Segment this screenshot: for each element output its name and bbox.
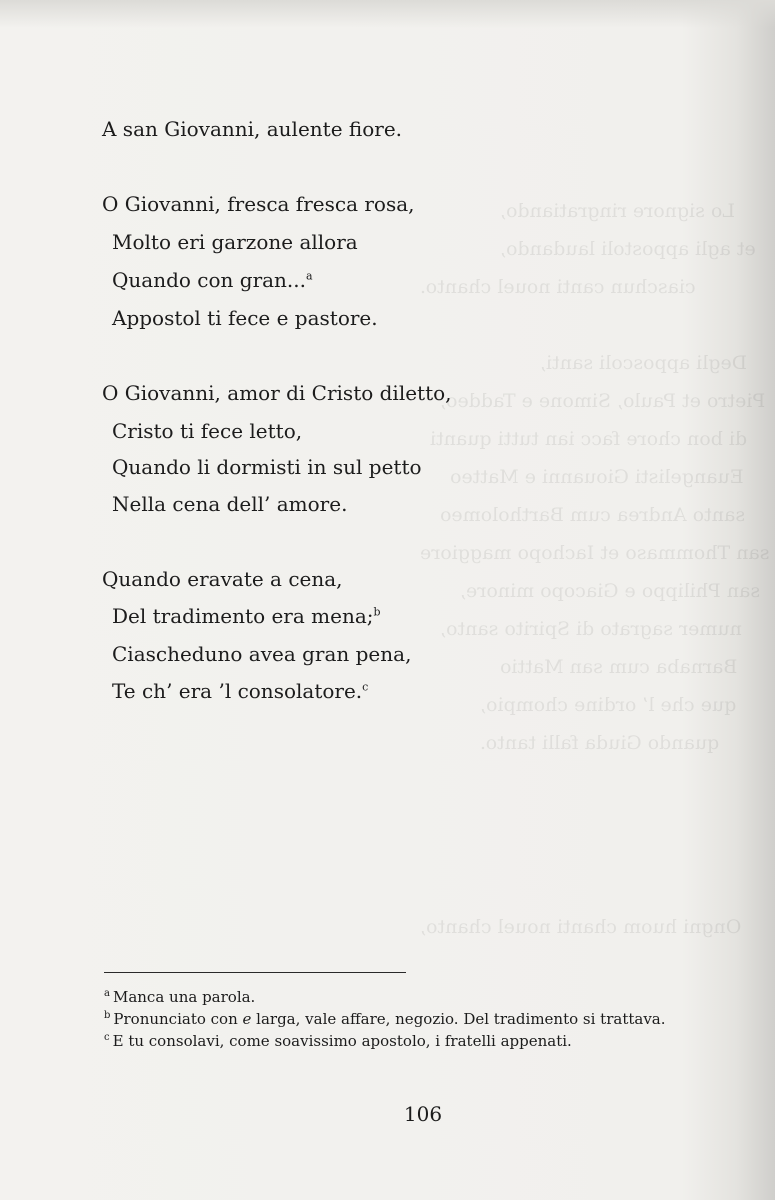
footnote-mark: b xyxy=(104,1010,111,1021)
show-through-text: ciaschun canti nouel chanto. xyxy=(420,276,696,298)
footnote-text: E tu consolavi, come soavissimo apostolo, i fratelli appenati. xyxy=(112,1032,572,1050)
show-through-text: Pietro et Paulo, Simone e Taddeo, xyxy=(440,390,766,412)
show-through-text: Lo signore ringratiando, xyxy=(500,200,736,222)
poem-line: Quando li dormisti in sul petto xyxy=(112,455,422,479)
poem-intro-line: A san Giovanni, aulente fiore. xyxy=(102,117,403,141)
show-through-text: quando Giuda falli tanto. xyxy=(480,732,720,754)
page-edge-shadow xyxy=(0,0,775,28)
footnote-text: Manca una parola. xyxy=(112,988,256,1006)
show-through-text: Barnaba cum san Mattio xyxy=(500,656,738,678)
poem-line: Appostol ti fece e pastore. xyxy=(112,306,378,330)
footnote xyxy=(104,987,255,1007)
footnote-ref: c xyxy=(362,680,369,694)
poem-line: Quando eravate a cena, xyxy=(102,567,343,591)
poem-line: O Giovanni, fresca fresca rosa, xyxy=(102,192,415,216)
footnote-mark: c xyxy=(104,1032,110,1043)
show-through-text: san Thommaso et Iachopo maggiore xyxy=(420,542,770,564)
poem-line xyxy=(112,268,313,292)
poem-line-text: Te ch’ era ’l consolatore. xyxy=(112,679,363,703)
footnote-mark: a xyxy=(104,988,110,999)
show-through-text: Euangelisti Giouanni e Matteo xyxy=(450,466,744,488)
poem-line-text: Del tradimento era mena; xyxy=(112,604,374,628)
show-through-text: et agli appostoli laudando, xyxy=(500,238,756,260)
show-through-text: san Philippo e Giacopo minore, xyxy=(460,580,761,602)
footnote-text: larga, vale affare, negozio. Del tradimento si trattava. xyxy=(251,1010,666,1028)
footnote xyxy=(104,1009,666,1029)
page-number: 106 xyxy=(403,1102,443,1126)
footnote-ref: b xyxy=(373,605,381,619)
footnote-ref: a xyxy=(306,269,313,283)
footnote xyxy=(104,1031,572,1051)
show-through-text: numer sagrato di Spirito santo, xyxy=(440,618,742,640)
show-through-text: di bon chore facc ian tutti quanti xyxy=(430,428,748,450)
show-through-text: que che l’ ordine chompio, xyxy=(480,694,737,716)
poem-line: Molto eri garzone allora xyxy=(112,230,358,254)
show-through-text: Degli apposcoli santi, xyxy=(540,352,748,374)
show-through-text: Ongni huom chanti nouel chanto, xyxy=(420,916,742,938)
footnote-text: Pronunciato con xyxy=(113,1010,243,1028)
poem-line xyxy=(112,679,368,703)
footnote-emphasis: e xyxy=(242,1010,252,1028)
poem-line: Cristo ti fece letto, xyxy=(112,419,303,443)
footnote-separator xyxy=(104,972,406,973)
show-through-text: santo Andrea cum Bartholomeo xyxy=(440,504,746,526)
poem-line: Ciascheduno avea gran pena, xyxy=(112,642,412,666)
poem-line-text: Quando con gran... xyxy=(112,268,307,292)
poem-line: O Giovanni, amor di Cristo diletto, xyxy=(102,381,452,405)
poem-line xyxy=(112,604,381,628)
poem-line: Nella cena dell’ amore. xyxy=(112,492,348,516)
